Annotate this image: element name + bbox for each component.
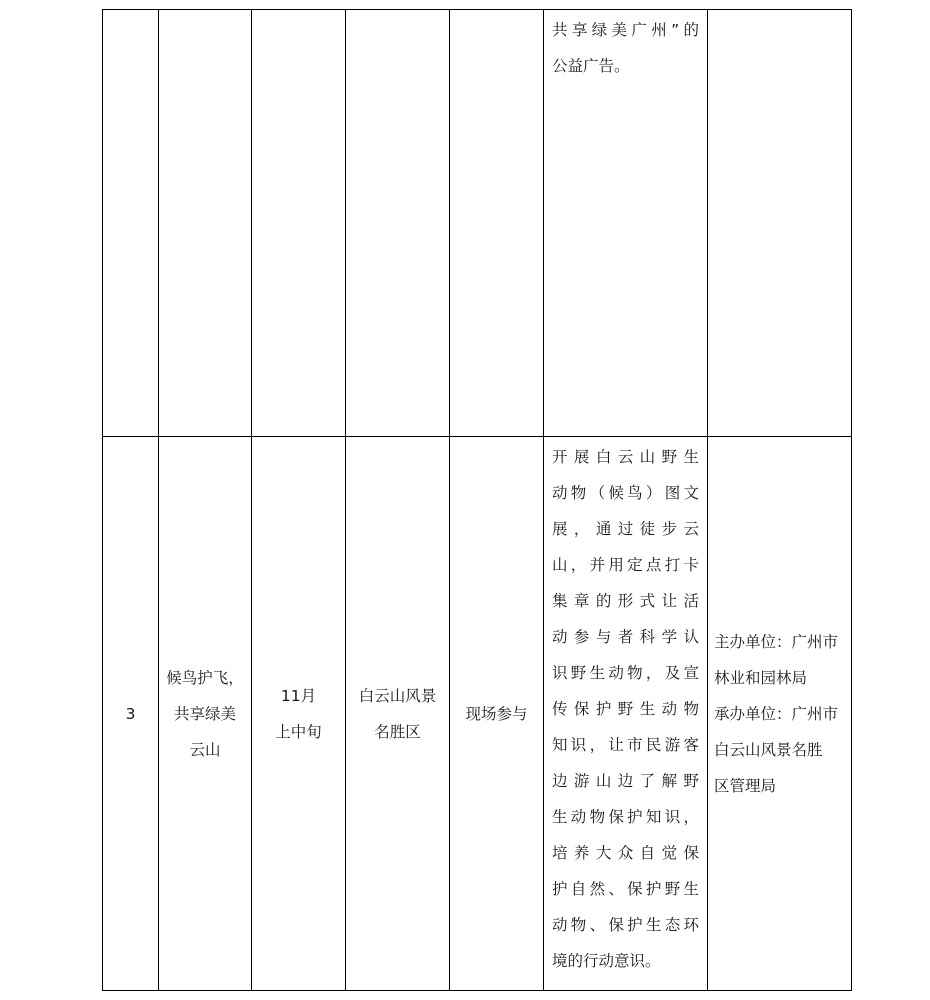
description-line: 传保护野生动物 (552, 700, 699, 718)
cell-number (103, 437, 159, 991)
time-line: 上中旬 (275, 722, 322, 741)
description-line: 境的行动意识。 (552, 952, 661, 970)
table-row-3 (103, 437, 852, 991)
organizer-line: 区管理局 (714, 776, 777, 795)
name-line: 共享绿美 (173, 704, 236, 723)
location-line: 白云山风景 (358, 686, 437, 705)
name-line: 云山 (189, 740, 221, 759)
cell-organizer (708, 437, 852, 991)
description-line: 生动物保护知识， (552, 808, 699, 826)
organizer-line: 主办单位：广州市 (714, 632, 839, 651)
cell-description (544, 437, 708, 991)
cell-format-empty (450, 10, 544, 437)
description-line: 集章的形式让活 (552, 592, 699, 610)
description-line: 护自然、保护野生 (552, 880, 699, 898)
cell-description-continued (544, 10, 708, 437)
row-number: 3 (125, 704, 136, 723)
time-line: 11月 (280, 686, 317, 705)
description-line: 公益广告。 (552, 57, 630, 75)
organizer-line: 承办单位：广州市 (714, 704, 839, 723)
name-line: 候鸟护飞， (166, 668, 244, 687)
description-line: 知识，让市民游客 (552, 736, 699, 754)
activity-table (102, 9, 852, 991)
description-line: 识野生动物，及宣 (552, 664, 699, 682)
cell-location-empty (346, 10, 450, 437)
cell-time (252, 437, 346, 991)
description-line: 培养大众自觉保 (552, 844, 699, 862)
description-line: 共享绿美广州”的 (552, 21, 699, 39)
cell-activity-name (159, 437, 252, 991)
cell-time-empty (252, 10, 346, 437)
description-line: 山，并用定点打卡 (552, 556, 699, 574)
format-text: 现场参与 (465, 704, 528, 723)
cell-number-empty (103, 10, 159, 437)
description-line: 动物（候鸟）图文 (552, 484, 699, 502)
description-line: 动物、保护生态环 (552, 916, 699, 934)
description-line: 开展白云山野生 (552, 448, 699, 466)
description-line: 边游山边了解野 (552, 772, 699, 790)
cell-name-empty (159, 10, 252, 437)
table-row-continued (103, 10, 852, 437)
description-line: 展，通过徒步云 (552, 520, 699, 538)
cell-location (346, 437, 450, 991)
cell-organizer-empty (708, 10, 852, 437)
location-line: 名胜区 (374, 722, 421, 741)
description-line: 动参与者科学认 (552, 628, 699, 646)
organizer-line: 林业和园林局 (714, 668, 808, 687)
organizer-line: 白云山风景名胜 (714, 740, 823, 759)
cell-format (450, 437, 544, 991)
